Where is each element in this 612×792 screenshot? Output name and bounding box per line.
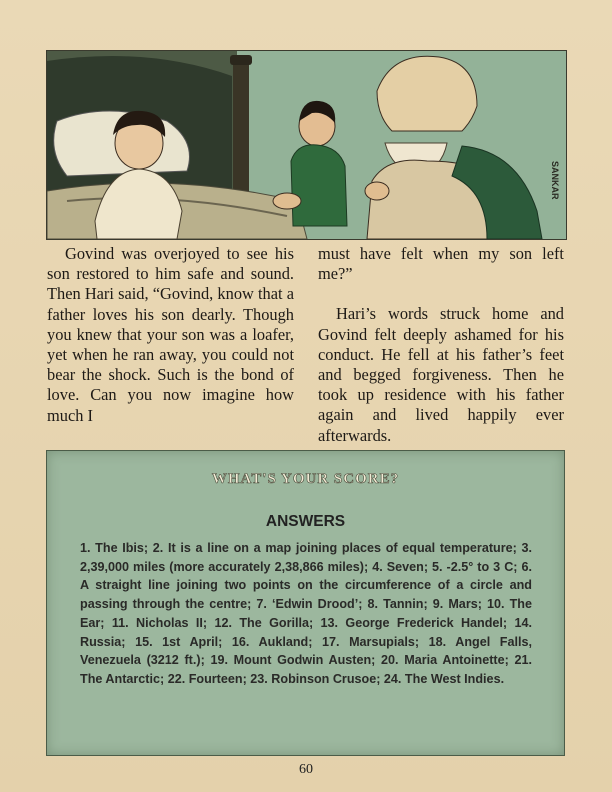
- answers-list: 1. The Ibis; 2. It is a line on a map joining places of equal temperature; 3. 2,39,000 miles (more accurately 2,38,866 miles); 4. Seven; 5. -2.5° to 3 C; 6. A straight line joining two points on the circumference of a circle and passing through the centre; 7. ‘Edwin Drood’; 8. Tannin; 9. Mars; 10. The Ear; 11. Nicholas II; 12. The Gorilla; 13. George Frederick Handel; 14. Russia; 15. 1st April; 16. Aukland; 17. Marsupials; 18. Angel Falls, Venezuela (3212 ft.); 19. Mount Godwin Austen; 20. Maria Antoinette; 21. The Antarctic; 22. Fourteen; 23. Robinson Crusoe; 24. The West Indies.: [80, 541, 532, 686]
- story-right-column: [318, 244, 564, 446]
- story-paragraph: Hari’s words struck home and Govind felt deeply ashamed for his conduct. He fell at his father’s feet and begged forgiveness. Then he took up residence with his father again and lived happily ever afterwards.: [318, 304, 564, 445]
- artist-signature: SANKAR: [550, 161, 560, 200]
- story-left-column: [47, 244, 294, 426]
- answers-heading: ANSWERS: [265, 513, 346, 530]
- story-paragraph: must have felt when my son left me?”: [318, 244, 564, 284]
- quiz-answers-box: [46, 450, 565, 756]
- illustration-drawing: [47, 51, 566, 239]
- story-illustration: [46, 50, 567, 240]
- page-number: 60: [299, 762, 313, 777]
- quiz-title: WHAT'S YOUR SCORE?: [211, 471, 400, 487]
- story-paragraph: Govind was overjoyed to see his son restored to him safe and sound. Then Hari said, “Govind, know that a father loves his son dearly. Though you knew that your son was a loafer, yet when he ran away, you could not bear the shock. Such is the bond of love. Can you now imagine how much I: [47, 244, 294, 425]
